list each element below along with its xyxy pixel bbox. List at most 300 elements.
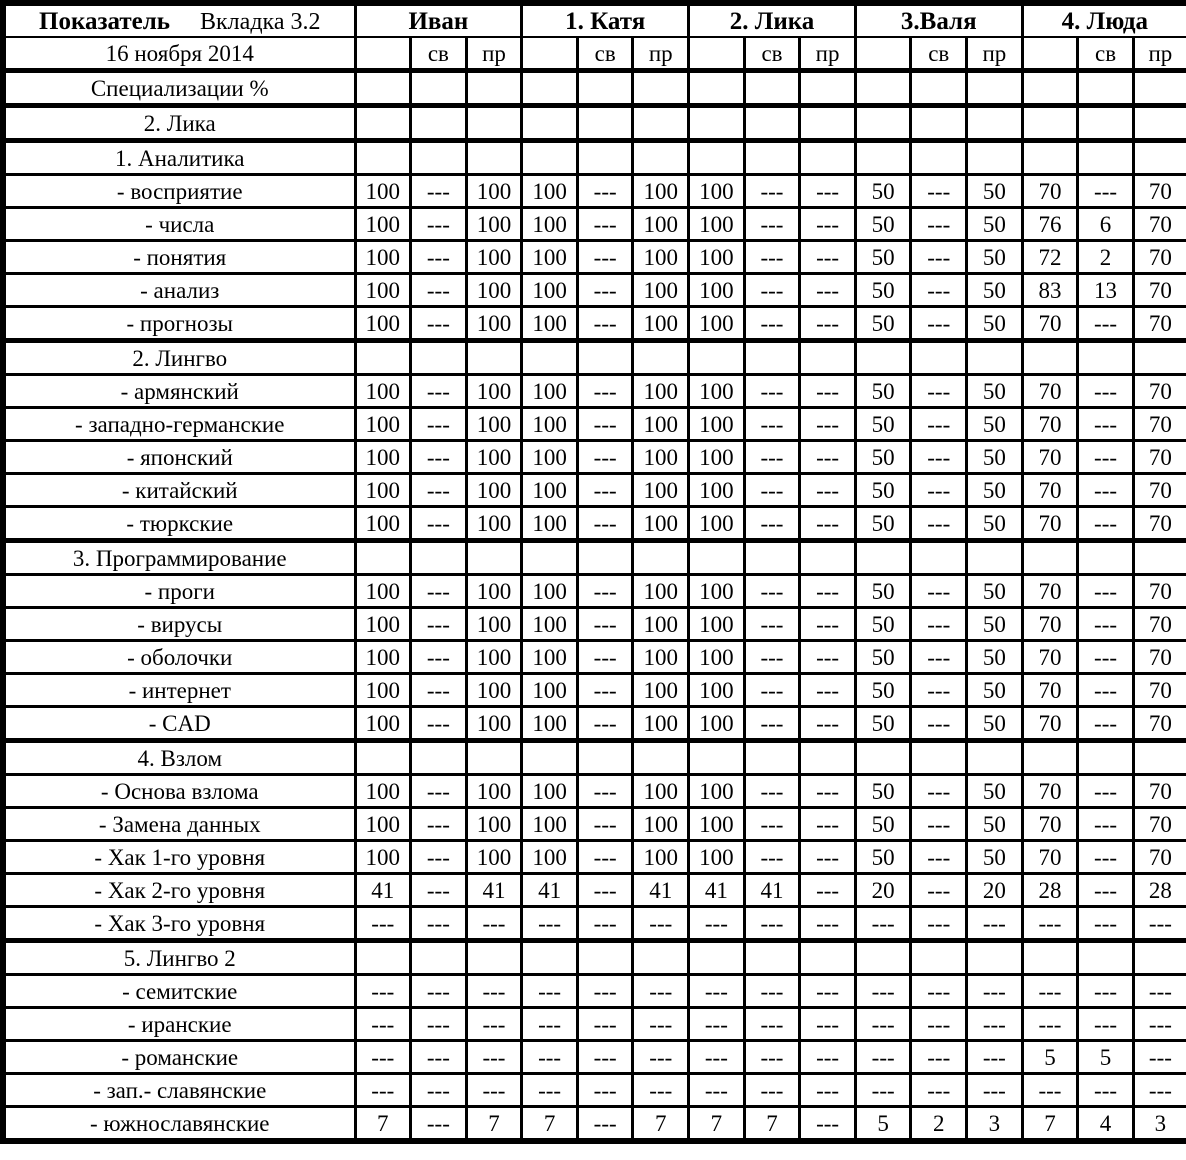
value-cell: ---: [800, 408, 856, 441]
value-cell: ---: [411, 408, 467, 441]
empty-cell: [522, 341, 578, 375]
value-cell: 70: [1022, 775, 1078, 808]
table-row: [3, 1008, 1186, 1041]
value-cell: ---: [577, 208, 633, 241]
value-cell: 7: [522, 1107, 578, 1142]
value-cell: 100: [466, 208, 522, 241]
value-cell: ---: [1133, 975, 1186, 1008]
value-cell: ---: [855, 1008, 911, 1041]
value-cell: 100: [355, 575, 411, 608]
empty-cell: [855, 106, 911, 141]
empty-cell: [689, 71, 745, 106]
value-cell: ---: [911, 1041, 967, 1074]
group-header: 3.Валя: [855, 3, 1022, 37]
table-row: [3, 208, 1186, 241]
empty-cell: [522, 141, 578, 175]
value-cell: 72: [1022, 241, 1078, 274]
empty-cell: [689, 541, 745, 575]
value-cell: 5: [855, 1107, 911, 1142]
value-cell: 41: [633, 874, 689, 907]
empty-cell: [355, 541, 411, 575]
value-cell: 70: [1022, 307, 1078, 341]
value-cell: 100: [633, 608, 689, 641]
value-cell: ---: [411, 674, 467, 707]
empty-cell: [744, 741, 800, 775]
value-cell: 13: [1078, 274, 1134, 307]
value-cell: 70: [1133, 608, 1186, 641]
value-cell: 100: [466, 507, 522, 541]
value-cell: 70: [1133, 208, 1186, 241]
value-cell: ---: [1078, 441, 1134, 474]
value-cell: ---: [411, 1107, 467, 1142]
table-row: [3, 341, 1186, 375]
value-cell: 100: [355, 441, 411, 474]
value-cell: ---: [855, 1074, 911, 1107]
value-cell: ---: [800, 474, 856, 507]
header-row-groups: [3, 3, 1186, 37]
value-cell: ---: [577, 707, 633, 741]
value-cell: 3: [1133, 1107, 1186, 1142]
value-cell: ---: [1078, 307, 1134, 341]
value-cell: ---: [577, 375, 633, 408]
value-cell: ---: [1133, 1041, 1186, 1074]
value-cell: 100: [633, 307, 689, 341]
value-cell: 50: [855, 507, 911, 541]
value-cell: 50: [967, 474, 1023, 507]
date-cell: 16 ноября 2014: [3, 37, 355, 71]
value-cell: ---: [577, 241, 633, 274]
value-cell: 70: [1022, 608, 1078, 641]
value-cell: 100: [689, 507, 745, 541]
value-cell: 100: [466, 408, 522, 441]
value-cell: 100: [689, 608, 745, 641]
value-cell: ---: [911, 1074, 967, 1107]
value-cell: ---: [744, 641, 800, 674]
row-label: - иранские: [3, 1008, 355, 1041]
value-cell: ---: [522, 1041, 578, 1074]
value-cell: ---: [911, 608, 967, 641]
value-cell: 50: [855, 674, 911, 707]
value-cell: ---: [355, 1041, 411, 1074]
row-label: - китайский: [3, 474, 355, 507]
value-cell: 100: [633, 208, 689, 241]
value-cell: ---: [1133, 1008, 1186, 1041]
value-cell: ---: [1078, 474, 1134, 507]
value-cell: 2: [1078, 241, 1134, 274]
value-cell: 100: [466, 241, 522, 274]
value-cell: ---: [411, 1074, 467, 1107]
value-cell: ---: [800, 1107, 856, 1142]
row-label: - Хак 2-го уровня: [3, 874, 355, 907]
value-cell: ---: [1078, 1008, 1134, 1041]
value-cell: ---: [577, 408, 633, 441]
value-cell: 100: [522, 775, 578, 808]
value-cell: 70: [1022, 408, 1078, 441]
value-cell: 70: [1133, 307, 1186, 341]
value-cell: 100: [355, 307, 411, 341]
value-cell: 5: [1078, 1041, 1134, 1074]
value-cell: 50: [967, 841, 1023, 874]
value-cell: 100: [355, 641, 411, 674]
subcol-sv: св: [744, 37, 800, 71]
value-cell: 100: [633, 674, 689, 707]
value-cell: ---: [911, 841, 967, 874]
value-cell: ---: [577, 507, 633, 541]
value-cell: 100: [689, 375, 745, 408]
value-cell: ---: [689, 907, 745, 941]
value-cell: ---: [744, 307, 800, 341]
value-cell: ---: [1078, 1074, 1134, 1107]
empty-cell: [855, 71, 911, 106]
value-cell: 100: [522, 808, 578, 841]
row-label: - анализ: [3, 274, 355, 307]
value-cell: ---: [800, 808, 856, 841]
group-header: 2. Лика: [689, 3, 856, 37]
value-cell: 100: [466, 441, 522, 474]
empty-cell: [744, 341, 800, 375]
empty-cell: [577, 341, 633, 375]
empty-cell: [911, 141, 967, 175]
value-cell: 100: [522, 307, 578, 341]
value-cell: 100: [689, 307, 745, 341]
empty-cell: [1078, 741, 1134, 775]
value-cell: 20: [855, 874, 911, 907]
value-cell: ---: [800, 1074, 856, 1107]
subcol-blank: [1022, 37, 1078, 71]
empty-cell: [744, 541, 800, 575]
value-cell: 70: [1022, 575, 1078, 608]
value-cell: ---: [1022, 1008, 1078, 1041]
value-cell: ---: [911, 474, 967, 507]
value-cell: 50: [855, 707, 911, 741]
value-cell: ---: [411, 575, 467, 608]
empty-cell: [1133, 71, 1186, 106]
value-cell: 100: [633, 575, 689, 608]
value-cell: 50: [967, 175, 1023, 208]
empty-cell: [1133, 106, 1186, 141]
empty-cell: [800, 341, 856, 375]
empty-cell: [911, 941, 967, 975]
value-cell: 100: [633, 641, 689, 674]
value-cell: 100: [466, 474, 522, 507]
empty-cell: [967, 341, 1023, 375]
value-cell: ---: [911, 408, 967, 441]
table-row: [3, 175, 1186, 208]
value-cell: ---: [911, 808, 967, 841]
value-cell: ---: [800, 208, 856, 241]
empty-cell: [411, 541, 467, 575]
value-cell: 100: [522, 175, 578, 208]
value-cell: 50: [967, 674, 1023, 707]
empty-cell: [689, 341, 745, 375]
value-cell: 83: [1022, 274, 1078, 307]
value-cell: 70: [1133, 241, 1186, 274]
value-cell: ---: [411, 874, 467, 907]
value-cell: 100: [522, 241, 578, 274]
value-cell: 100: [633, 507, 689, 541]
empty-cell: [577, 941, 633, 975]
value-cell: ---: [1078, 808, 1134, 841]
value-cell: ---: [744, 907, 800, 941]
value-cell: ---: [355, 1074, 411, 1107]
value-cell: ---: [411, 1008, 467, 1041]
value-cell: 100: [633, 274, 689, 307]
table-body: [3, 71, 1186, 1142]
value-cell: 100: [355, 241, 411, 274]
value-cell: 70: [1022, 841, 1078, 874]
table-row: [3, 408, 1186, 441]
value-cell: 100: [633, 841, 689, 874]
value-cell: ---: [911, 208, 967, 241]
value-cell: 100: [689, 441, 745, 474]
value-cell: ---: [800, 707, 856, 741]
value-cell: 100: [522, 408, 578, 441]
value-cell: ---: [744, 775, 800, 808]
value-cell: 100: [633, 375, 689, 408]
value-cell: ---: [577, 874, 633, 907]
empty-cell: [689, 741, 745, 775]
value-cell: 50: [855, 775, 911, 808]
table-row: [3, 608, 1186, 641]
value-cell: ---: [744, 1008, 800, 1041]
value-cell: 100: [633, 474, 689, 507]
value-cell: ---: [411, 641, 467, 674]
subcol-pr: пр: [1133, 37, 1186, 71]
value-cell: ---: [744, 274, 800, 307]
value-cell: ---: [911, 241, 967, 274]
empty-cell: [633, 541, 689, 575]
empty-cell: [1022, 941, 1078, 975]
empty-cell: [355, 141, 411, 175]
value-cell: ---: [800, 441, 856, 474]
empty-cell: [1078, 941, 1134, 975]
table-row: [3, 641, 1186, 674]
empty-cell: [911, 71, 967, 106]
value-cell: 50: [967, 208, 1023, 241]
value-cell: ---: [800, 874, 856, 907]
subcol-blank: [355, 37, 411, 71]
value-cell: 100: [466, 175, 522, 208]
value-cell: 50: [855, 307, 911, 341]
value-cell: ---: [522, 1074, 578, 1107]
value-cell: ---: [1078, 707, 1134, 741]
empty-cell: [855, 541, 911, 575]
empty-cell: [522, 106, 578, 141]
empty-cell: [1022, 341, 1078, 375]
value-cell: ---: [411, 375, 467, 408]
value-cell: ---: [744, 507, 800, 541]
row-label: - интернет: [3, 674, 355, 707]
value-cell: ---: [800, 641, 856, 674]
subcol-sv: св: [411, 37, 467, 71]
value-cell: ---: [1078, 175, 1134, 208]
empty-cell: [967, 541, 1023, 575]
value-cell: 100: [689, 641, 745, 674]
value-cell: ---: [800, 375, 856, 408]
value-cell: ---: [633, 975, 689, 1008]
value-cell: ---: [577, 575, 633, 608]
value-cell: ---: [744, 808, 800, 841]
empty-cell: [466, 71, 522, 106]
empty-cell: [967, 741, 1023, 775]
row-label: - западно-германские: [3, 408, 355, 441]
table-row: [3, 674, 1186, 707]
value-cell: ---: [800, 608, 856, 641]
empty-cell: [466, 106, 522, 141]
value-cell: 100: [689, 674, 745, 707]
value-cell: 70: [1022, 641, 1078, 674]
empty-cell: [911, 741, 967, 775]
value-cell: 70: [1022, 175, 1078, 208]
value-cell: ---: [744, 241, 800, 274]
value-cell: ---: [800, 1008, 856, 1041]
empty-cell: [633, 141, 689, 175]
row-label: - прогнозы: [3, 307, 355, 341]
value-cell: ---: [744, 208, 800, 241]
value-cell: 50: [967, 608, 1023, 641]
value-cell: ---: [800, 241, 856, 274]
table-row: [3, 441, 1186, 474]
value-cell: 100: [355, 474, 411, 507]
value-cell: 41: [466, 874, 522, 907]
row-label: - вирусы: [3, 608, 355, 641]
value-cell: ---: [577, 175, 633, 208]
value-cell: 100: [689, 208, 745, 241]
subcol-sv: св: [577, 37, 633, 71]
value-cell: 100: [633, 241, 689, 274]
value-cell: 70: [1133, 841, 1186, 874]
empty-cell: [522, 941, 578, 975]
value-cell: 50: [855, 575, 911, 608]
empty-cell: [1133, 941, 1186, 975]
empty-cell: [1022, 541, 1078, 575]
value-cell: ---: [911, 674, 967, 707]
subcol-blank: [522, 37, 578, 71]
value-cell: 50: [855, 375, 911, 408]
value-cell: 100: [466, 707, 522, 741]
value-cell: 50: [967, 707, 1023, 741]
value-cell: ---: [577, 775, 633, 808]
section-header-label: 1. Аналитика: [3, 141, 355, 175]
value-cell: ---: [967, 1041, 1023, 1074]
value-cell: 70: [1133, 507, 1186, 541]
value-cell: ---: [411, 474, 467, 507]
subcol-pr: пр: [633, 37, 689, 71]
value-cell: 70: [1022, 375, 1078, 408]
empty-cell: [1078, 141, 1134, 175]
value-cell: ---: [411, 208, 467, 241]
value-cell: ---: [1133, 1074, 1186, 1107]
row-label: - семитские: [3, 975, 355, 1008]
value-cell: ---: [577, 1008, 633, 1041]
empty-cell: [577, 141, 633, 175]
row-label: - романские: [3, 1041, 355, 1074]
empty-cell: [355, 341, 411, 375]
value-cell: ---: [911, 707, 967, 741]
empty-cell: [800, 71, 856, 106]
value-cell: 100: [466, 575, 522, 608]
value-cell: ---: [522, 1008, 578, 1041]
value-cell: 50: [855, 474, 911, 507]
value-cell: ---: [355, 1008, 411, 1041]
value-cell: ---: [911, 907, 967, 941]
value-cell: ---: [911, 274, 967, 307]
value-cell: ---: [411, 1041, 467, 1074]
value-cell: ---: [800, 307, 856, 341]
value-cell: 7: [689, 1107, 745, 1142]
value-cell: 41: [522, 874, 578, 907]
value-cell: ---: [855, 975, 911, 1008]
empty-cell: [744, 106, 800, 141]
group-header: 4. Люда: [1022, 3, 1186, 37]
value-cell: ---: [967, 975, 1023, 1008]
empty-cell: [411, 141, 467, 175]
empty-cell: [744, 141, 800, 175]
value-cell: ---: [1078, 408, 1134, 441]
value-cell: ---: [744, 1041, 800, 1074]
value-cell: 100: [522, 375, 578, 408]
value-cell: ---: [466, 975, 522, 1008]
value-cell: 70: [1133, 575, 1186, 608]
value-cell: ---: [411, 241, 467, 274]
row-label: - Замена данных: [3, 808, 355, 841]
value-cell: ---: [744, 441, 800, 474]
value-cell: 100: [355, 375, 411, 408]
value-cell: 50: [967, 808, 1023, 841]
value-cell: 70: [1133, 707, 1186, 741]
value-cell: ---: [522, 975, 578, 1008]
empty-cell: [800, 141, 856, 175]
value-cell: 100: [633, 175, 689, 208]
value-cell: 70: [1133, 441, 1186, 474]
value-cell: ---: [577, 307, 633, 341]
value-cell: ---: [1022, 907, 1078, 941]
table-row: [3, 941, 1186, 975]
table-row: [3, 241, 1186, 274]
value-cell: ---: [744, 707, 800, 741]
empty-cell: [1133, 541, 1186, 575]
value-cell: 28: [1022, 874, 1078, 907]
value-cell: 50: [967, 408, 1023, 441]
value-cell: ---: [411, 307, 467, 341]
row-label: - Основа взлома: [3, 775, 355, 808]
value-cell: ---: [855, 907, 911, 941]
value-cell: 50: [967, 575, 1023, 608]
value-cell: ---: [577, 808, 633, 841]
group-header: Иван: [355, 3, 522, 37]
value-cell: 100: [689, 474, 745, 507]
empty-cell: [1078, 106, 1134, 141]
table-row: [3, 274, 1186, 307]
empty-cell: [1022, 741, 1078, 775]
value-cell: 100: [689, 408, 745, 441]
value-cell: 70: [1133, 175, 1186, 208]
subcol-pr: пр: [800, 37, 856, 71]
value-cell: ---: [744, 841, 800, 874]
value-cell: 50: [967, 274, 1023, 307]
table-subtitle: Вкладка 3.2: [200, 8, 321, 35]
value-cell: ---: [800, 274, 856, 307]
value-cell: 20: [967, 874, 1023, 907]
value-cell: ---: [1078, 375, 1134, 408]
row-label: - числа: [3, 208, 355, 241]
empty-cell: [911, 106, 967, 141]
table-header: [3, 3, 1186, 71]
table-row: [3, 106, 1186, 141]
value-cell: ---: [967, 1074, 1023, 1107]
table-row: [3, 71, 1186, 106]
empty-cell: [1022, 141, 1078, 175]
